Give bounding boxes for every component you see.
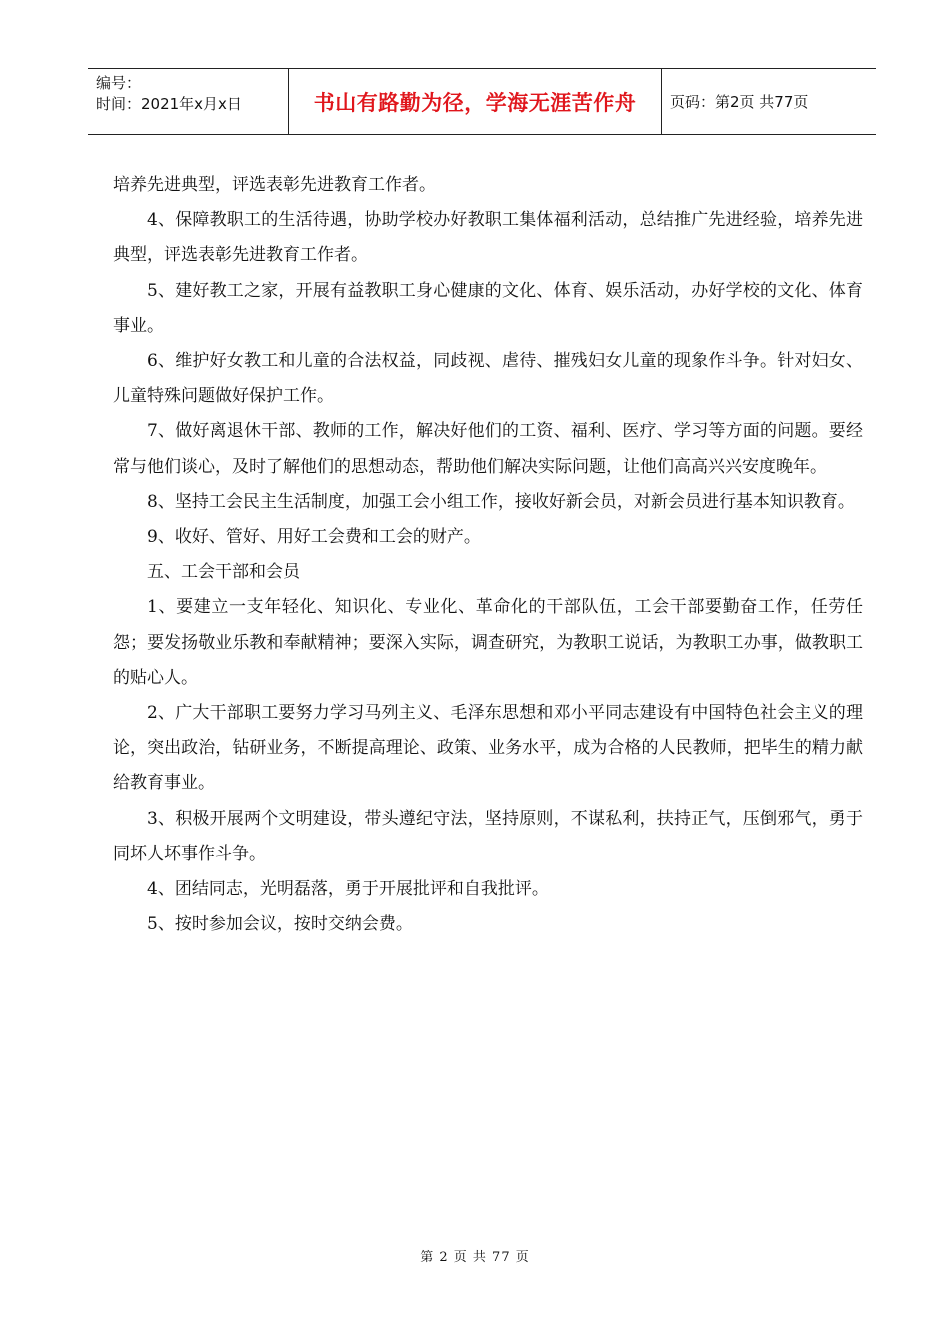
page-info-text: 页码：第2页 共77页 [670,93,809,111]
document-body [113,168,863,942]
header-page-info [662,69,876,134]
page-header [88,68,876,135]
paragraph-item-4: 4、保障教职工的生活待遇，协助学校办好教职工集体福利活动，总结推广先进经验，培养先进典型，评选表彰先进教育工作者。 [113,210,863,266]
motto-text: 书山有路勤为径，学海无涯苦作舟 [313,90,637,115]
footer-page-number: 第 2 页 共 77 页 [420,1250,530,1265]
paragraph-member-4: 4、团结同志，光明磊落，勇于开展批评和自我批评。 [147,879,549,900]
time-label: 时间：2021年x月x日 [96,95,242,113]
paragraph-member-1: 1、要建立一支年轻化、知识化、专业化、革命化的干部队伍，工会干部要勤奋工作，任劳任怨；要发扬敬业乐教和奉献精神；要深入实际，调查研究，为教职工说话，为教职工办事，做教职工的贴心人。 [113,597,863,688]
header-motto-cell [288,69,662,134]
header-meta [88,69,288,134]
paragraph-item-5: 5、建好教工之家，开展有益教职工身心健康的文化、体育、娱乐活动，办好学校的文化、体育事业。 [113,280,863,336]
paragraph-member-5: 5、按时参加会议，按时交纳会费。 [147,914,413,935]
section-heading: 五、工会干部和会员 [147,562,300,583]
paragraph-item-8: 8、坚持工会民主生活制度，加强工会小组工作，接收好新会员，对新会员进行基本知识教育。 [147,491,855,512]
paragraph-item-7: 7、做好离退休干部、教师的工作，解决好他们的工资、福利、医疗、学习等方面的问题。要经常与他们谈心，及时了解他们的思想动态，帮助他们解决实际问题，让他们高高兴兴安度晚年。 [113,421,863,477]
page-footer [0,1246,950,1265]
paragraph-member-3: 3、积极开展两个文明建设，带头遵纪守法，坚持原则，不谋私利，扶持正气，压倒邪气，勇于同坏人坏事作斗争。 [113,808,863,864]
serial-label: 编号： [96,74,142,92]
paragraph-continuation: 培养先进典型，评选表彰先进教育工作者。 [113,175,436,195]
paragraph-item-6: 6、维护好女教工和儿童的合法权益，同歧视、虐待、摧残妇女儿童的现象作斗争。针对妇女、儿童特殊问题做好保护工作。 [113,351,863,407]
paragraph-item-9: 9、收好、管好、用好工会费和工会的财产。 [147,527,481,548]
paragraph-member-2: 2、广大干部职工要努力学习马列主义、毛泽东思想和邓小平同志建设有中国特色社会主义的理论，突出政治，钻研业务，不断提高理论、政策、业务水平，成为合格的人民教师，把毕生的精力献给教育事业。 [113,703,863,794]
